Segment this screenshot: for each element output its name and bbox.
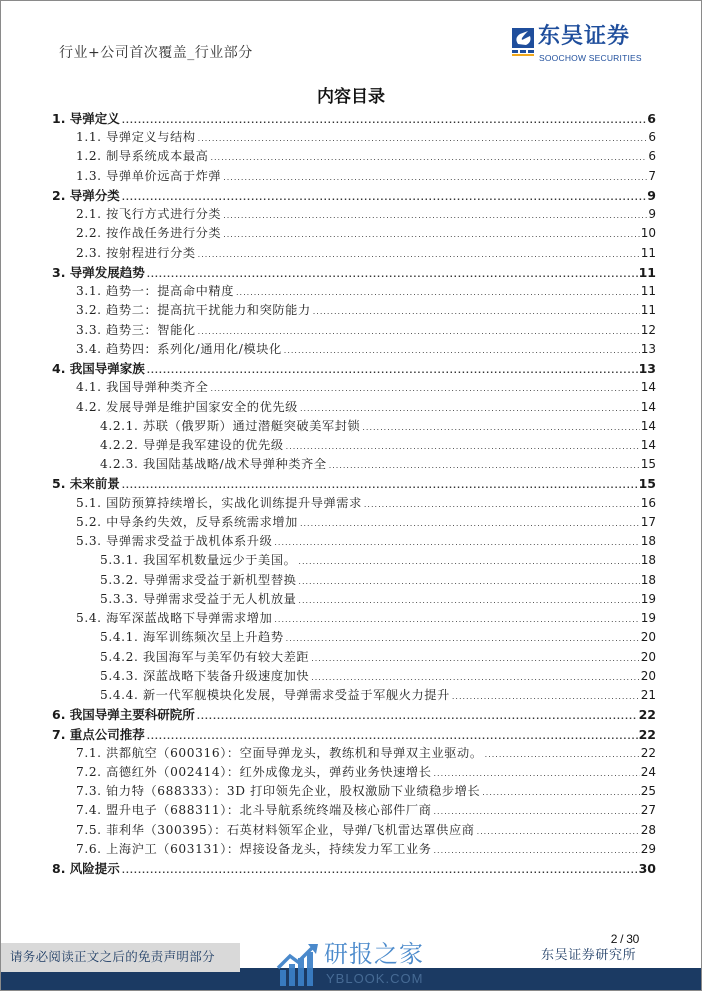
toc-leader-dots xyxy=(485,745,640,763)
toc-entry[interactable] xyxy=(52,821,656,840)
toc-leader-dots xyxy=(329,456,640,474)
toc-entry-page: 12 xyxy=(640,322,656,337)
toc-entry-page: 11 xyxy=(638,264,656,280)
toc-entry-label: 5.2. 中导条约失效，反导系统需求增加 xyxy=(76,513,300,532)
toc-entry-label: 5.4. 海军深蓝战略下导弹需求增加 xyxy=(76,609,274,628)
toc-entry-page: 15 xyxy=(638,476,656,492)
toc-leader-dots xyxy=(311,668,640,686)
toc-leader-dots xyxy=(210,148,647,166)
toc-leader-dots xyxy=(452,687,640,705)
toc-leader-dots xyxy=(122,476,638,493)
toc-leader-dots xyxy=(147,727,638,744)
toc-entry-page: 11 xyxy=(640,303,656,318)
toc-leader-dots xyxy=(122,111,646,128)
toc-entry-page: 14 xyxy=(640,399,656,414)
toc-leader-dots xyxy=(300,399,640,417)
toc-leader-dots xyxy=(197,707,638,724)
toc-entry[interactable] xyxy=(52,301,656,320)
toc-entry[interactable] xyxy=(52,128,656,147)
toc-entry-label: 2. 导弹分类 xyxy=(52,186,122,205)
toc-entry[interactable] xyxy=(52,667,656,686)
toc-entry-label: 4.2.1. 苏联（俄罗斯）通过潜艇突破美军封锁 xyxy=(100,417,362,436)
toc-entry-page: 25 xyxy=(640,784,656,799)
toc-entry[interactable] xyxy=(52,398,656,417)
toc-entry-page: 20 xyxy=(640,649,656,664)
toc-leader-dots xyxy=(147,361,638,378)
toc-leader-dots xyxy=(198,129,648,147)
toc-entry[interactable] xyxy=(52,532,656,551)
toc-entry[interactable] xyxy=(52,571,656,590)
toc-entry-page: 9 xyxy=(647,187,656,203)
toc-entry-label: 7.3. 铂力特（688333）：3D 打印领先企业，股权激励下业绩稳步增长 xyxy=(76,782,482,801)
toc-entry-label: 7. 重点公司推荐 xyxy=(52,725,147,744)
toc-entry-page: 19 xyxy=(640,611,656,626)
toc-entry[interactable] xyxy=(52,840,656,859)
toc-entry[interactable] xyxy=(52,648,656,667)
toc-leader-dots xyxy=(298,552,639,570)
toc-entry-label: 5.3.2. 导弹需求受益于新机型替换 xyxy=(100,571,298,590)
toc-entry-label: 6. 我国导弹主要科研院所 xyxy=(52,705,197,724)
toc-leader-dots xyxy=(286,629,640,647)
toc-entry-page: 11 xyxy=(640,245,656,260)
page-indicator: 2 / 30 xyxy=(610,932,639,946)
toc-entry-label: 7.6. 上海沪工（603131）：焊接设备龙头，持续发力军工业务 xyxy=(76,840,433,859)
toc-entry-page: 13 xyxy=(638,361,656,377)
watermark-cn-text: 研报之家 xyxy=(324,940,424,968)
toc-entry-page: 13 xyxy=(640,341,656,356)
toc-entry-label: 4.1. 我国导弹种类齐全 xyxy=(76,378,210,397)
toc-leader-dots xyxy=(223,225,640,243)
disclaimer-text: 请务必阅读正文之后的免责声明部分 xyxy=(10,949,215,964)
toc-entry-label: 5.4.3. 深蓝战略下装备升级速度加快 xyxy=(100,667,311,686)
toc-entry-label: 5.4.1. 海军训练频次呈上升趋势 xyxy=(100,628,286,647)
toc-leader-dots xyxy=(210,379,639,397)
toc-entry-label: 4.2.2. 导弹是我军建设的优先级 xyxy=(100,436,286,455)
report-type-label: 行业+公司首次覆盖_行业部分 xyxy=(59,45,253,61)
toc-entry-page: 21 xyxy=(640,688,656,703)
toc-entry[interactable] xyxy=(52,282,656,301)
toc-leader-dots xyxy=(313,302,640,320)
institute-name: 东吴证券研究所 xyxy=(541,948,637,963)
toc-entry[interactable] xyxy=(52,744,656,763)
toc-entry-page: 20 xyxy=(640,668,656,683)
toc-leader-dots xyxy=(122,188,646,205)
toc-entry-page: 6 xyxy=(648,130,656,145)
toc-entry-label: 3.4. 趋势四：系列化/通用化/模块化 xyxy=(76,340,284,359)
toc-entry[interactable] xyxy=(52,378,656,397)
toc-entry[interactable] xyxy=(52,417,656,436)
toc-entry-label: 3.3. 趋势三：智能化 xyxy=(76,321,198,340)
toc-leader-dots xyxy=(236,283,640,301)
toc-entry-label: 5.3.3. 导弹需求受益于无人机放量 xyxy=(100,590,298,609)
toc-entry[interactable] xyxy=(52,340,656,359)
toc-entry-page: 16 xyxy=(640,495,656,510)
toc-leader-dots xyxy=(477,822,640,840)
toc-entry-page: 18 xyxy=(640,572,656,587)
toc-entry[interactable] xyxy=(52,224,656,243)
toc-entry-label: 7.4. 盟升电子（688311）：北斗导航系统终端及核心部件厂商 xyxy=(76,801,433,820)
toc-entry-label: 7.1. 洪都航空（600316）：空面导弹龙头，教练机和导弹双主业驱动。 xyxy=(76,744,485,763)
toc-entry-page: 22 xyxy=(638,707,656,723)
toc-leader-dots xyxy=(433,802,639,820)
toc-entry-page: 22 xyxy=(638,726,656,742)
watermark xyxy=(276,940,466,990)
toc-entry-label: 3.2. 趋势二：提高抗干扰能力和突防能力 xyxy=(76,301,313,320)
toc-entry[interactable] xyxy=(52,686,656,705)
toc-leader-dots xyxy=(274,533,639,551)
toc-entry[interactable] xyxy=(52,147,656,166)
toc-entry-label: 7.5. 菲利华（300395）：石英材料领军企业，导弹/飞机雷达罩供应商 xyxy=(76,821,477,840)
toc-entry-page: 11 xyxy=(640,284,656,299)
toc-entry-page: 7 xyxy=(648,168,656,183)
toc-entry-label: 5. 未来前景 xyxy=(52,474,122,493)
toc-entry-label: 4.2.3. 我国陆基战略/战术导弹种类齐全 xyxy=(100,455,329,474)
toc-leader-dots xyxy=(198,322,640,340)
toc-leader-dots xyxy=(286,437,640,455)
toc-entry[interactable] xyxy=(52,782,656,801)
toc-entry-label: 7.2. 高德红外（002414）：红外成像龙头，弹药业务快速增长 xyxy=(76,763,433,782)
toc-entry-label: 2.1. 按飞行方式进行分类 xyxy=(76,205,223,224)
toc-entry[interactable] xyxy=(52,167,656,186)
toc-leader-dots xyxy=(362,418,639,436)
soochow-logo-icon xyxy=(512,28,534,56)
toc-entry-page: 15 xyxy=(640,457,656,472)
toc-entry-page: 28 xyxy=(640,822,656,837)
toc-entry[interactable] xyxy=(52,474,656,493)
toc-entry-page: 18 xyxy=(640,534,656,549)
toc-entry-page: 27 xyxy=(640,803,656,818)
toc-entry-page: 18 xyxy=(640,553,656,568)
toc-leader-dots xyxy=(300,514,640,532)
toc-entry-page: 14 xyxy=(640,437,656,452)
toc-entry-label: 4. 我国导弹家族 xyxy=(52,359,147,378)
toc-entry-label: 1.2. 制导系统成本最高 xyxy=(76,147,210,166)
toc-entry-label: 5.4.2. 我国海军与美军仍有较大差距 xyxy=(100,648,311,667)
toc-entry-label: 1. 导弹定义 xyxy=(52,109,122,128)
toc-entry-label: 3. 导弹发展趋势 xyxy=(52,263,147,282)
toc-leader-dots xyxy=(298,572,639,590)
toc-entry[interactable] xyxy=(52,109,656,128)
toc-entry[interactable] xyxy=(52,628,656,647)
toc-entry-label: 2.3. 按射程进行分类 xyxy=(76,244,198,263)
toc-entry-label: 1.1. 导弹定义与结构 xyxy=(76,128,198,147)
toc-entry[interactable] xyxy=(52,321,656,340)
toc-entry[interactable] xyxy=(52,455,656,474)
toc-leader-dots xyxy=(482,783,639,801)
toc-entry[interactable] xyxy=(52,186,656,205)
toc-leader-dots xyxy=(311,649,640,667)
toc-entry[interactable] xyxy=(52,205,656,224)
toc-entry-page: 30 xyxy=(638,861,656,877)
toc-leader-dots xyxy=(364,495,640,513)
toc-entry-label: 3.1. 趋势一：提高命中精度 xyxy=(76,282,236,301)
logo-cn-text: 东吴证券 xyxy=(538,24,631,49)
toc-entry-page: 6 xyxy=(648,149,656,164)
toc-entry[interactable] xyxy=(52,705,656,724)
toc-entry[interactable] xyxy=(52,859,656,878)
toc-entry-page: 20 xyxy=(640,630,656,645)
toc-entry[interactable] xyxy=(52,551,656,570)
toc-entry-label: 5.4.4. 新一代军舰模块化发展，导弹需求受益于军舰火力提升 xyxy=(100,686,452,705)
toc-entry[interactable] xyxy=(52,436,656,455)
toc-entry-page: 14 xyxy=(640,380,656,395)
toc-entry[interactable] xyxy=(52,494,656,513)
toc-entry-page: 9 xyxy=(648,207,656,222)
toc-entry-label: 1.3. 导弹单价远高于炸弹 xyxy=(76,167,223,186)
disclaimer-box xyxy=(1,943,240,972)
toc-leader-dots xyxy=(274,610,639,628)
toc-entry-page: 19 xyxy=(640,591,656,606)
toc-entry-page: 6 xyxy=(647,111,656,126)
soochow-logo xyxy=(512,24,662,66)
toc-entry[interactable] xyxy=(52,763,656,782)
toc-entry-page: 24 xyxy=(640,764,656,779)
watermark-chart-icon xyxy=(276,942,322,988)
toc-entry-page: 10 xyxy=(640,226,656,241)
toc-leader-dots xyxy=(223,206,647,224)
toc-entry-label: 5.3.1. 我国军机数量远少于美国。 xyxy=(100,551,298,570)
toc-leader-dots xyxy=(433,841,639,859)
toc-leader-dots xyxy=(298,591,639,609)
toc-entry[interactable] xyxy=(52,513,656,532)
toc-leader-dots xyxy=(147,265,638,282)
toc-entry-label: 8. 风险提示 xyxy=(52,859,122,878)
toc-leader-dots xyxy=(198,245,640,263)
toc-entry[interactable] xyxy=(52,263,656,282)
toc-entry-page: 17 xyxy=(640,514,656,529)
toc-leader-dots xyxy=(122,861,638,878)
toc-entry-label: 4.2. 发展导弹是维护国家安全的优先级 xyxy=(76,398,300,417)
toc-entry[interactable] xyxy=(52,725,656,744)
toc-entry[interactable] xyxy=(52,359,656,378)
toc-leader-dots xyxy=(433,764,639,782)
toc-entry[interactable] xyxy=(52,801,656,820)
toc-title: 内容目录 xyxy=(317,87,385,107)
toc-entry[interactable] xyxy=(52,609,656,628)
toc-entry[interactable] xyxy=(52,244,656,263)
table-of-contents xyxy=(52,109,656,878)
toc-entry-label: 5.3. 导弹需求受益于战机体系升级 xyxy=(76,532,274,551)
toc-leader-dots xyxy=(284,341,640,359)
toc-entry-label: 5.1. 国防预算持续增长，实战化训练提升导弹需求 xyxy=(76,494,364,513)
toc-leader-dots xyxy=(223,168,647,186)
toc-entry-page: 14 xyxy=(640,418,656,433)
logo-en-text: SOOCHOW SECURITIES xyxy=(539,53,642,63)
toc-entry-label: 2.2. 按作战任务进行分类 xyxy=(76,224,223,243)
watermark-en-text: YBLOOK.COM xyxy=(326,971,424,986)
toc-entry-page: 29 xyxy=(640,841,656,856)
toc-entry[interactable] xyxy=(52,590,656,609)
toc-entry-page: 22 xyxy=(640,745,656,760)
